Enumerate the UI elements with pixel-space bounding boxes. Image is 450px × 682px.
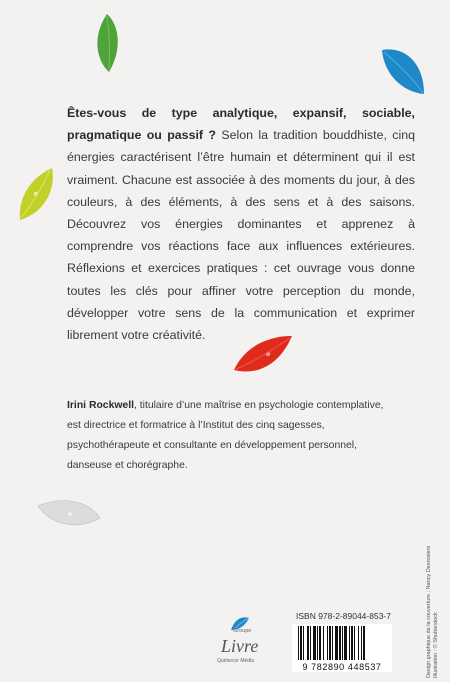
design-credit: Design graphique de la couverture : Nancy Desrosiers: [426, 545, 432, 678]
publisher-media: Québecor Média: [217, 658, 254, 664]
blue-leaf-icon: [378, 44, 428, 100]
barcode-bar: [310, 626, 311, 660]
yellow-leaf-icon: [16, 166, 56, 222]
barcode-bar: [342, 626, 343, 660]
barcode-bar: [339, 626, 341, 660]
barcode-bar: [319, 626, 321, 660]
cover-credits: [426, 546, 440, 678]
barcode-bar: [307, 626, 309, 660]
back-cover-blurb: [67, 102, 415, 346]
publisher-logo: [209, 616, 269, 676]
author-description: , titulaire d’une maîtrise en psychologie contemplative, est directrice et formatrice à l’Institut des cinq sagesses, psychothérapeute et consultante en développement personnel, danseuse et chorégraphe.: [67, 400, 384, 471]
barcode-bar: [329, 626, 331, 660]
barcode-bar: [300, 626, 302, 660]
barcode-bar: [298, 626, 299, 660]
publisher-groupe: Groupe: [233, 628, 252, 634]
illustration-credit: Illustration : © Shutterstock: [433, 612, 439, 678]
publisher-name: Livre: [221, 636, 259, 656]
barcode-bars: [298, 626, 386, 662]
barcode-digits: 9 782890 448537: [302, 662, 382, 672]
barcode-bar: [317, 626, 318, 660]
barcode: [292, 624, 392, 672]
barcode-bar: [351, 626, 353, 660]
barcode-bar: [303, 626, 304, 660]
barcode-bar: [332, 626, 333, 660]
isbn-label: ISBN 978-2-89044-853-7: [296, 611, 391, 621]
green-leaf-icon: [90, 12, 124, 74]
barcode-bar: [358, 626, 359, 660]
barcode-bar: [349, 626, 350, 660]
blurb-body: Selon la tradition bouddhiste, cinq énergies caractérisent l’être humain et déterminent qui il est vraiment. Chacune est associée à des moments du jour, à des couleurs, à des éléments, à des sens et à des saisons. Découvrez vos énergies dominantes et apprenez à comprendre vos réactions face aux influences extérieures. Réflexions et exercices pratiques : cet ouvrage vous donne toutes les clés pour affiner votre perception du monde, développer votre sens de la communication et exprimer librement votre créativité.: [67, 128, 415, 343]
author-bio: [67, 396, 387, 476]
author-name: Irini Rockwell: [67, 400, 134, 411]
barcode-bar: [344, 626, 347, 660]
white-leaf-icon: [36, 496, 102, 532]
barcode-bar: [361, 626, 362, 660]
barcode-bar: [323, 626, 324, 660]
blurb-lead: Êtes-vous de type analytique, expansif, sociable, pragmatique ou passif ?: [67, 106, 415, 143]
barcode-bar: [327, 626, 328, 660]
barcode-bar: [354, 626, 355, 660]
barcode-bar: [313, 626, 316, 660]
barcode-bar: [363, 626, 365, 660]
barcode-bar: [335, 626, 338, 660]
